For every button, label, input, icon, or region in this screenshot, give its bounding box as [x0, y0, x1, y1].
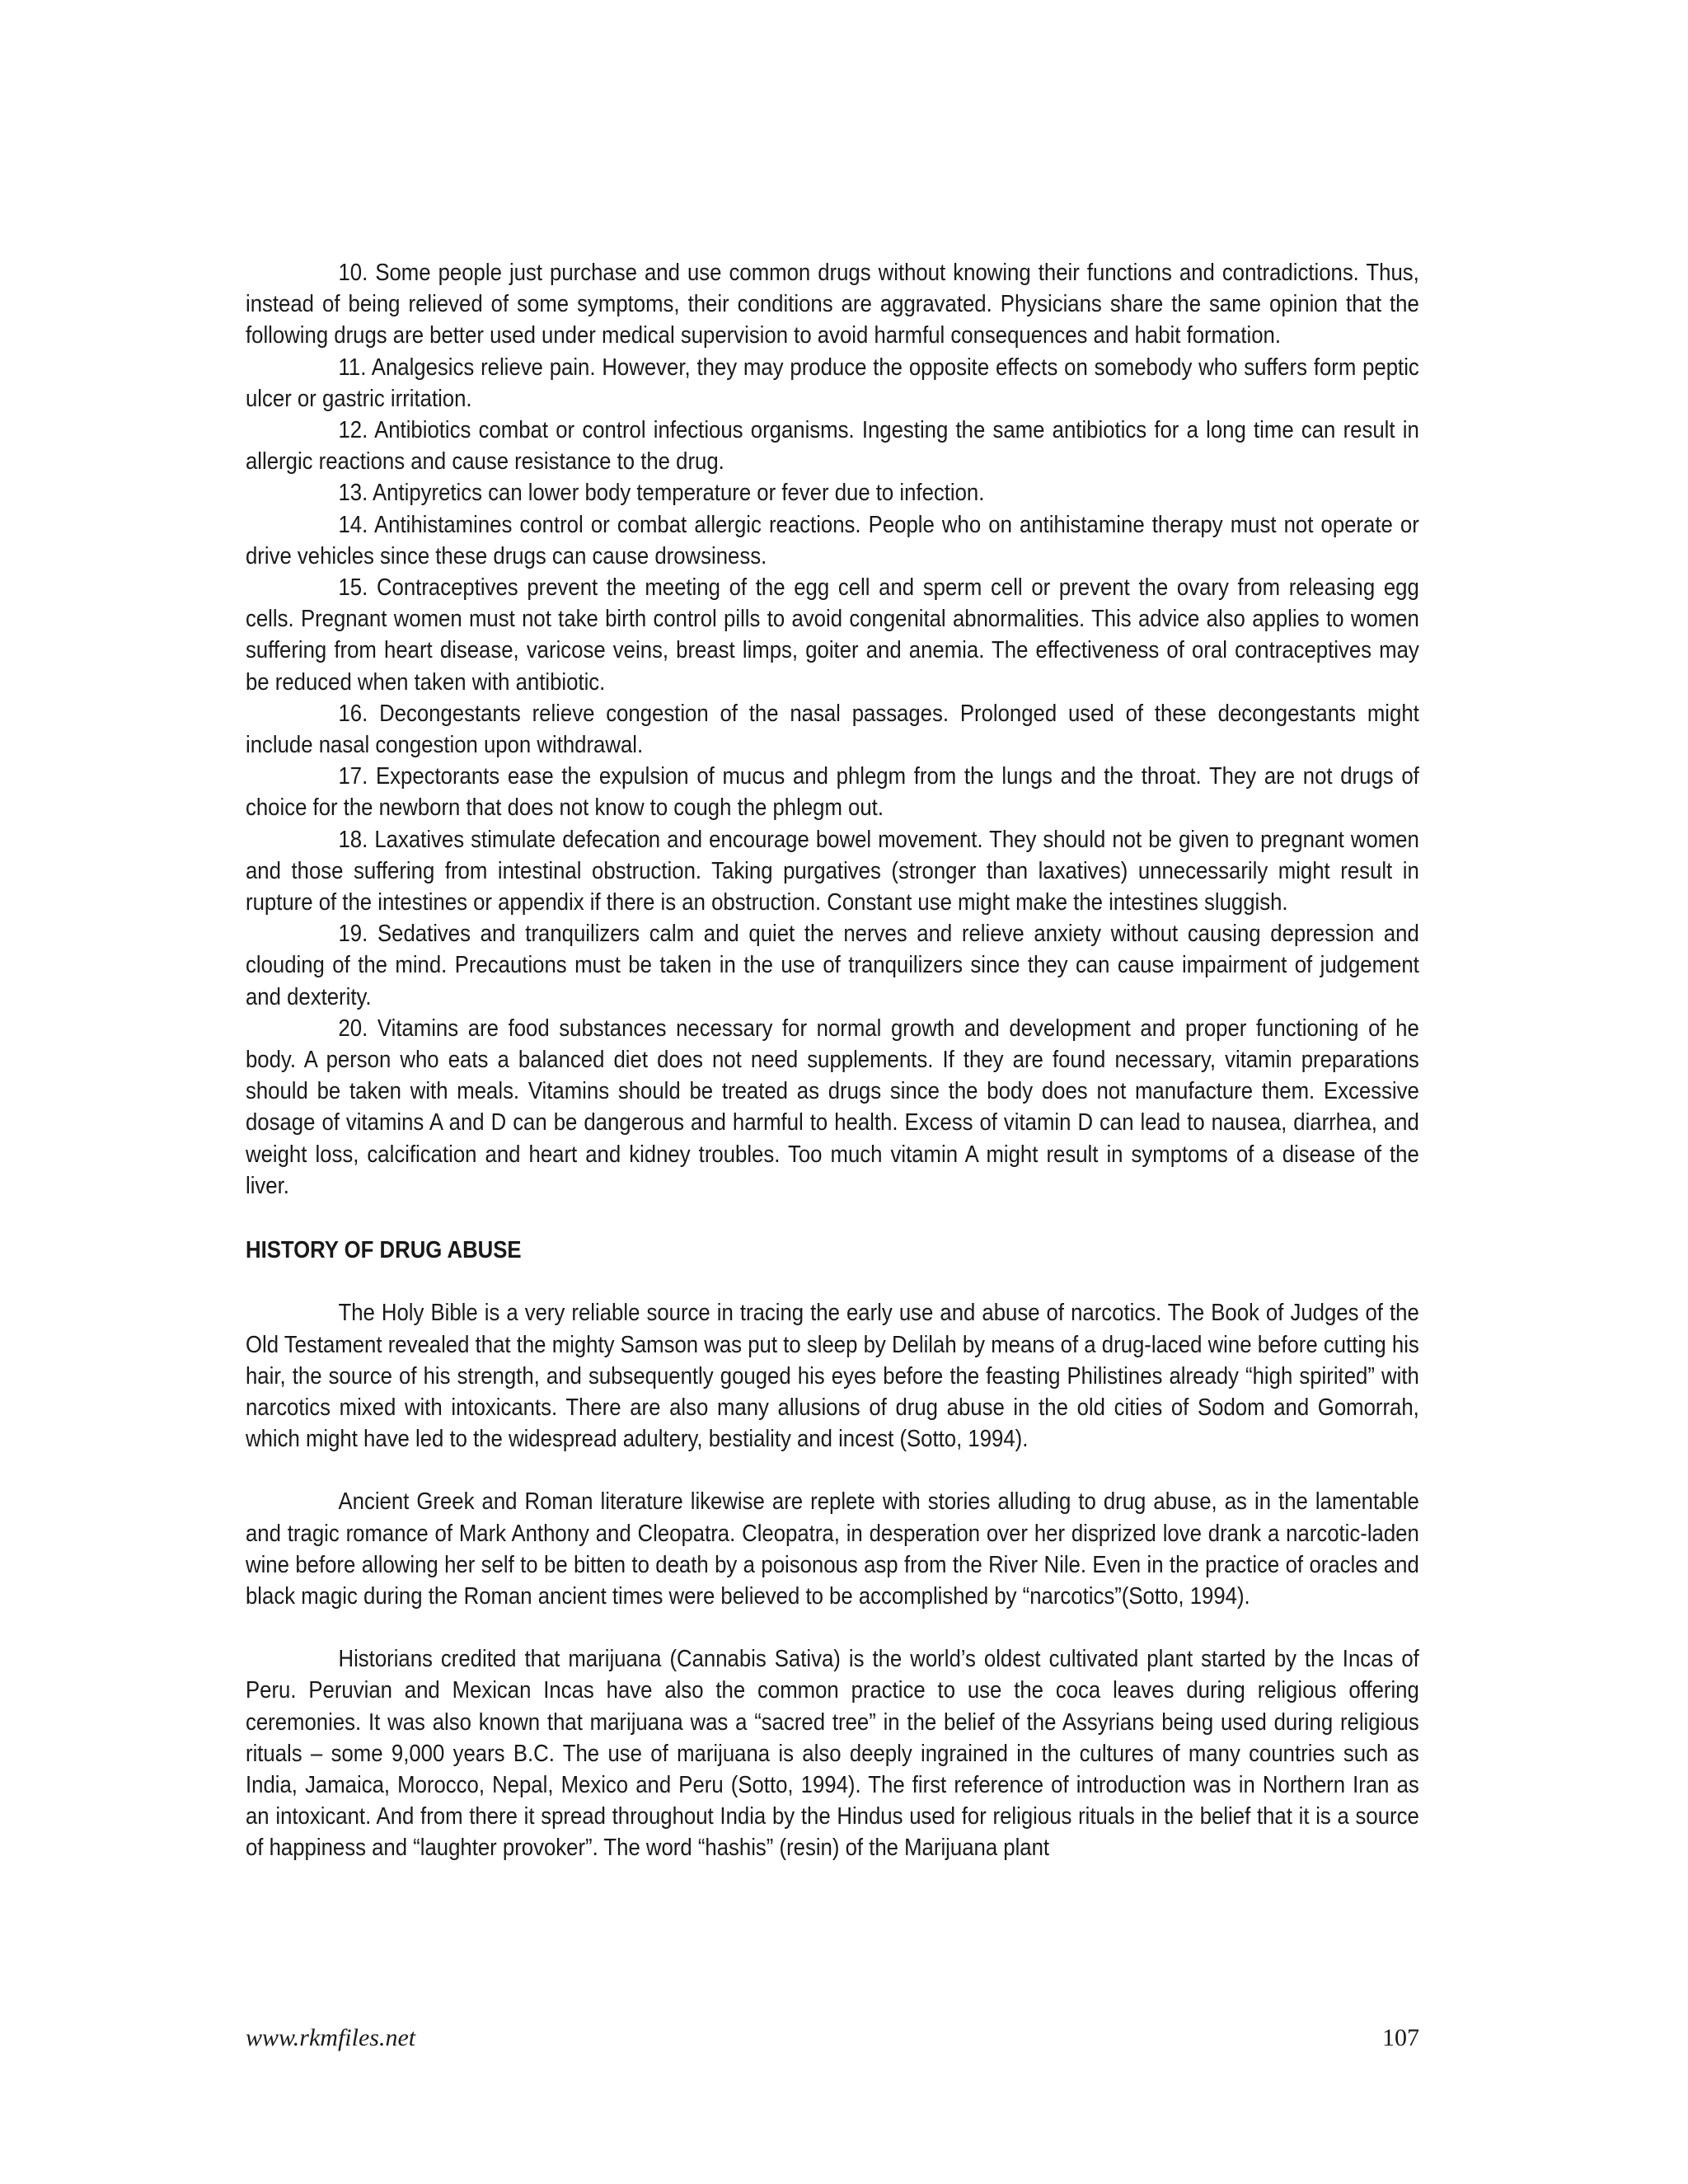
section-heading: HISTORY OF DRUG ABUSE — [246, 1237, 522, 1264]
footer-website: www.rkmfiles.net — [246, 2024, 416, 2051]
list-item-17: 17. Expectorants ease the expulsion of mucus and phlegm from the lungs and the throat. They are not drugs of choice for the newborn that does not know to cough the phlegm out. — [246, 763, 1419, 822]
history-paragraph-greek-roman: Ancient Greek and Roman literature likewise are replete with stories alluding to drug abuse, as in the lamentable and tragic romance of Mark Anthony and Cleopatra. Cleopatra, in desperation over her disprized love drank a narcotic-laden wine before allowing her self to be bitten to death by a poisonous asp from the River Nile. Even in the practice of oracles and black magic during the Roman ancient times were believed to be accomplished by “narcotics”(Sotto, 1994). — [246, 1488, 1419, 1610]
list-item-14: 14. Antihistamines control or combat allergic reactions. People who on antihistamine therapy must not operate or drive vehicles since these drugs can cause drowsiness. — [246, 511, 1419, 569]
body-text — [246, 257, 1419, 1864]
list-item-12: 12. Antibiotics combat or control infectious organisms. Ingesting the same antibiotics for a long time can result in allergic reactions and cause resistance to the drug. — [246, 417, 1419, 476]
list-item-16: 16. Decongestants relieve congestion of the nasal passages. Prolonged used of these decongestants might include nasal congestion upon withdrawal. — [246, 700, 1419, 759]
list-item-19: 19. Sedatives and tranquilizers calm and quiet the nerves and relieve anxiety without causing depression and clouding of the mind. Precautions must be taken in the use of tranquilizers since they can cause impairment of judgement and dexterity. — [246, 921, 1419, 1010]
history-paragraph-marijuana: Historians credited that marijuana (Cannabis Sativa) is the world’s oldest cultivated plant started by the Incas of Peru. Peruvian and Mexican Incas have also the common practice to use the coca leaves during religious offering ceremonies. It was also known that marijuana was a “sacred tree” in the belief of the Assyrians being used during religious rituals – some 9,000 years B.C. The use of marijuana is also deeply ingrained in the cultures of many countries such as India, Jamaica, Morocco, Nepal, Mexico and Peru (Sotto, 1994). The first reference of introduction was in Northern Iran as an intoxicant. And from there it spread throughout India by the Hindus used for religious rituals in the belief that it is a source of happiness and “laughter provoker”. The word “hashis” (resin) of the Marijuana plant — [246, 1646, 1419, 1862]
list-item-15: 15. Contraceptives prevent the meeting of the egg cell and sperm cell or prevent the ovary from releasing egg cells. Pregnant women must not take birth control pills to avoid congenital abnormalities. This advice also applies to women suffering from heart disease, varicose veins, breast limps, goiter and anemia. The effectiveness of oral contraceptives may be reduced when taken with antibiotic. — [246, 574, 1419, 696]
list-item-10: 10. Some people just purchase and use common drugs without knowing their functions and contradictions. Thus, instead of being relieved of some symptoms, their conditions are aggravated. Physicians share the same opinion that the following drugs are better used under medical supervision to avoid harmful consequences and habit formation. — [246, 260, 1419, 349]
list-item-11: 11. Analgesics relieve pain. However, they may produce the opposite effects on somebody who suffers form peptic ulcer or gastric irritation. — [246, 354, 1419, 412]
list-item-13: 13. Antipyretics can lower body temperature or fever due to infection. — [338, 480, 985, 507]
list-item-18: 18. Laxatives stimulate defecation and encourage bowel movement. They should not be given to pregnant women and those suffering from intestinal obstruction. Taking purgatives (stronger than laxatives) unnecessarily might result in rupture of the intestines or appendix if there is an obstruction. Constant use might make the intestines sluggish. — [246, 826, 1419, 916]
history-paragraph-bible: The Holy Bible is a very reliable source in tracing the early use and abuse of narcotics. The Book of Judges of the Old Testament revealed that the mighty Samson was put to sleep by Delilah by means of a drug-laced wine before cutting his hair, the source of his strength, and subsequently gouged his eyes before the feasting Philistines already “high spirited” with narcotics mixed with intoxicants. There are also many allusions of drug abuse in the old cities of Sodom and Gomorrah, which might have led to the widespread adultery, bestiality and incest (Sotto, 1994). — [246, 1300, 1419, 1453]
list-item-20: 20. Vitamins are food substances necessary for normal growth and development and proper functioning of he body. A person who eats a balanced diet does not need supplements. If they are found necessary, vitamin preparations should be taken with meals. Vitamins should be treated as drugs since the body does not manufacture them. Excessive dosage of vitamins A and D can be dangerous and harmful to health. Excess of vitamin D can lead to nausea, diarrhea, and weight loss, calcification and heart and kidney troubles. Too much vitamin A might result in symptoms of a disease of the liver. — [246, 1015, 1419, 1199]
page-number: 107 — [1382, 2024, 1419, 2051]
